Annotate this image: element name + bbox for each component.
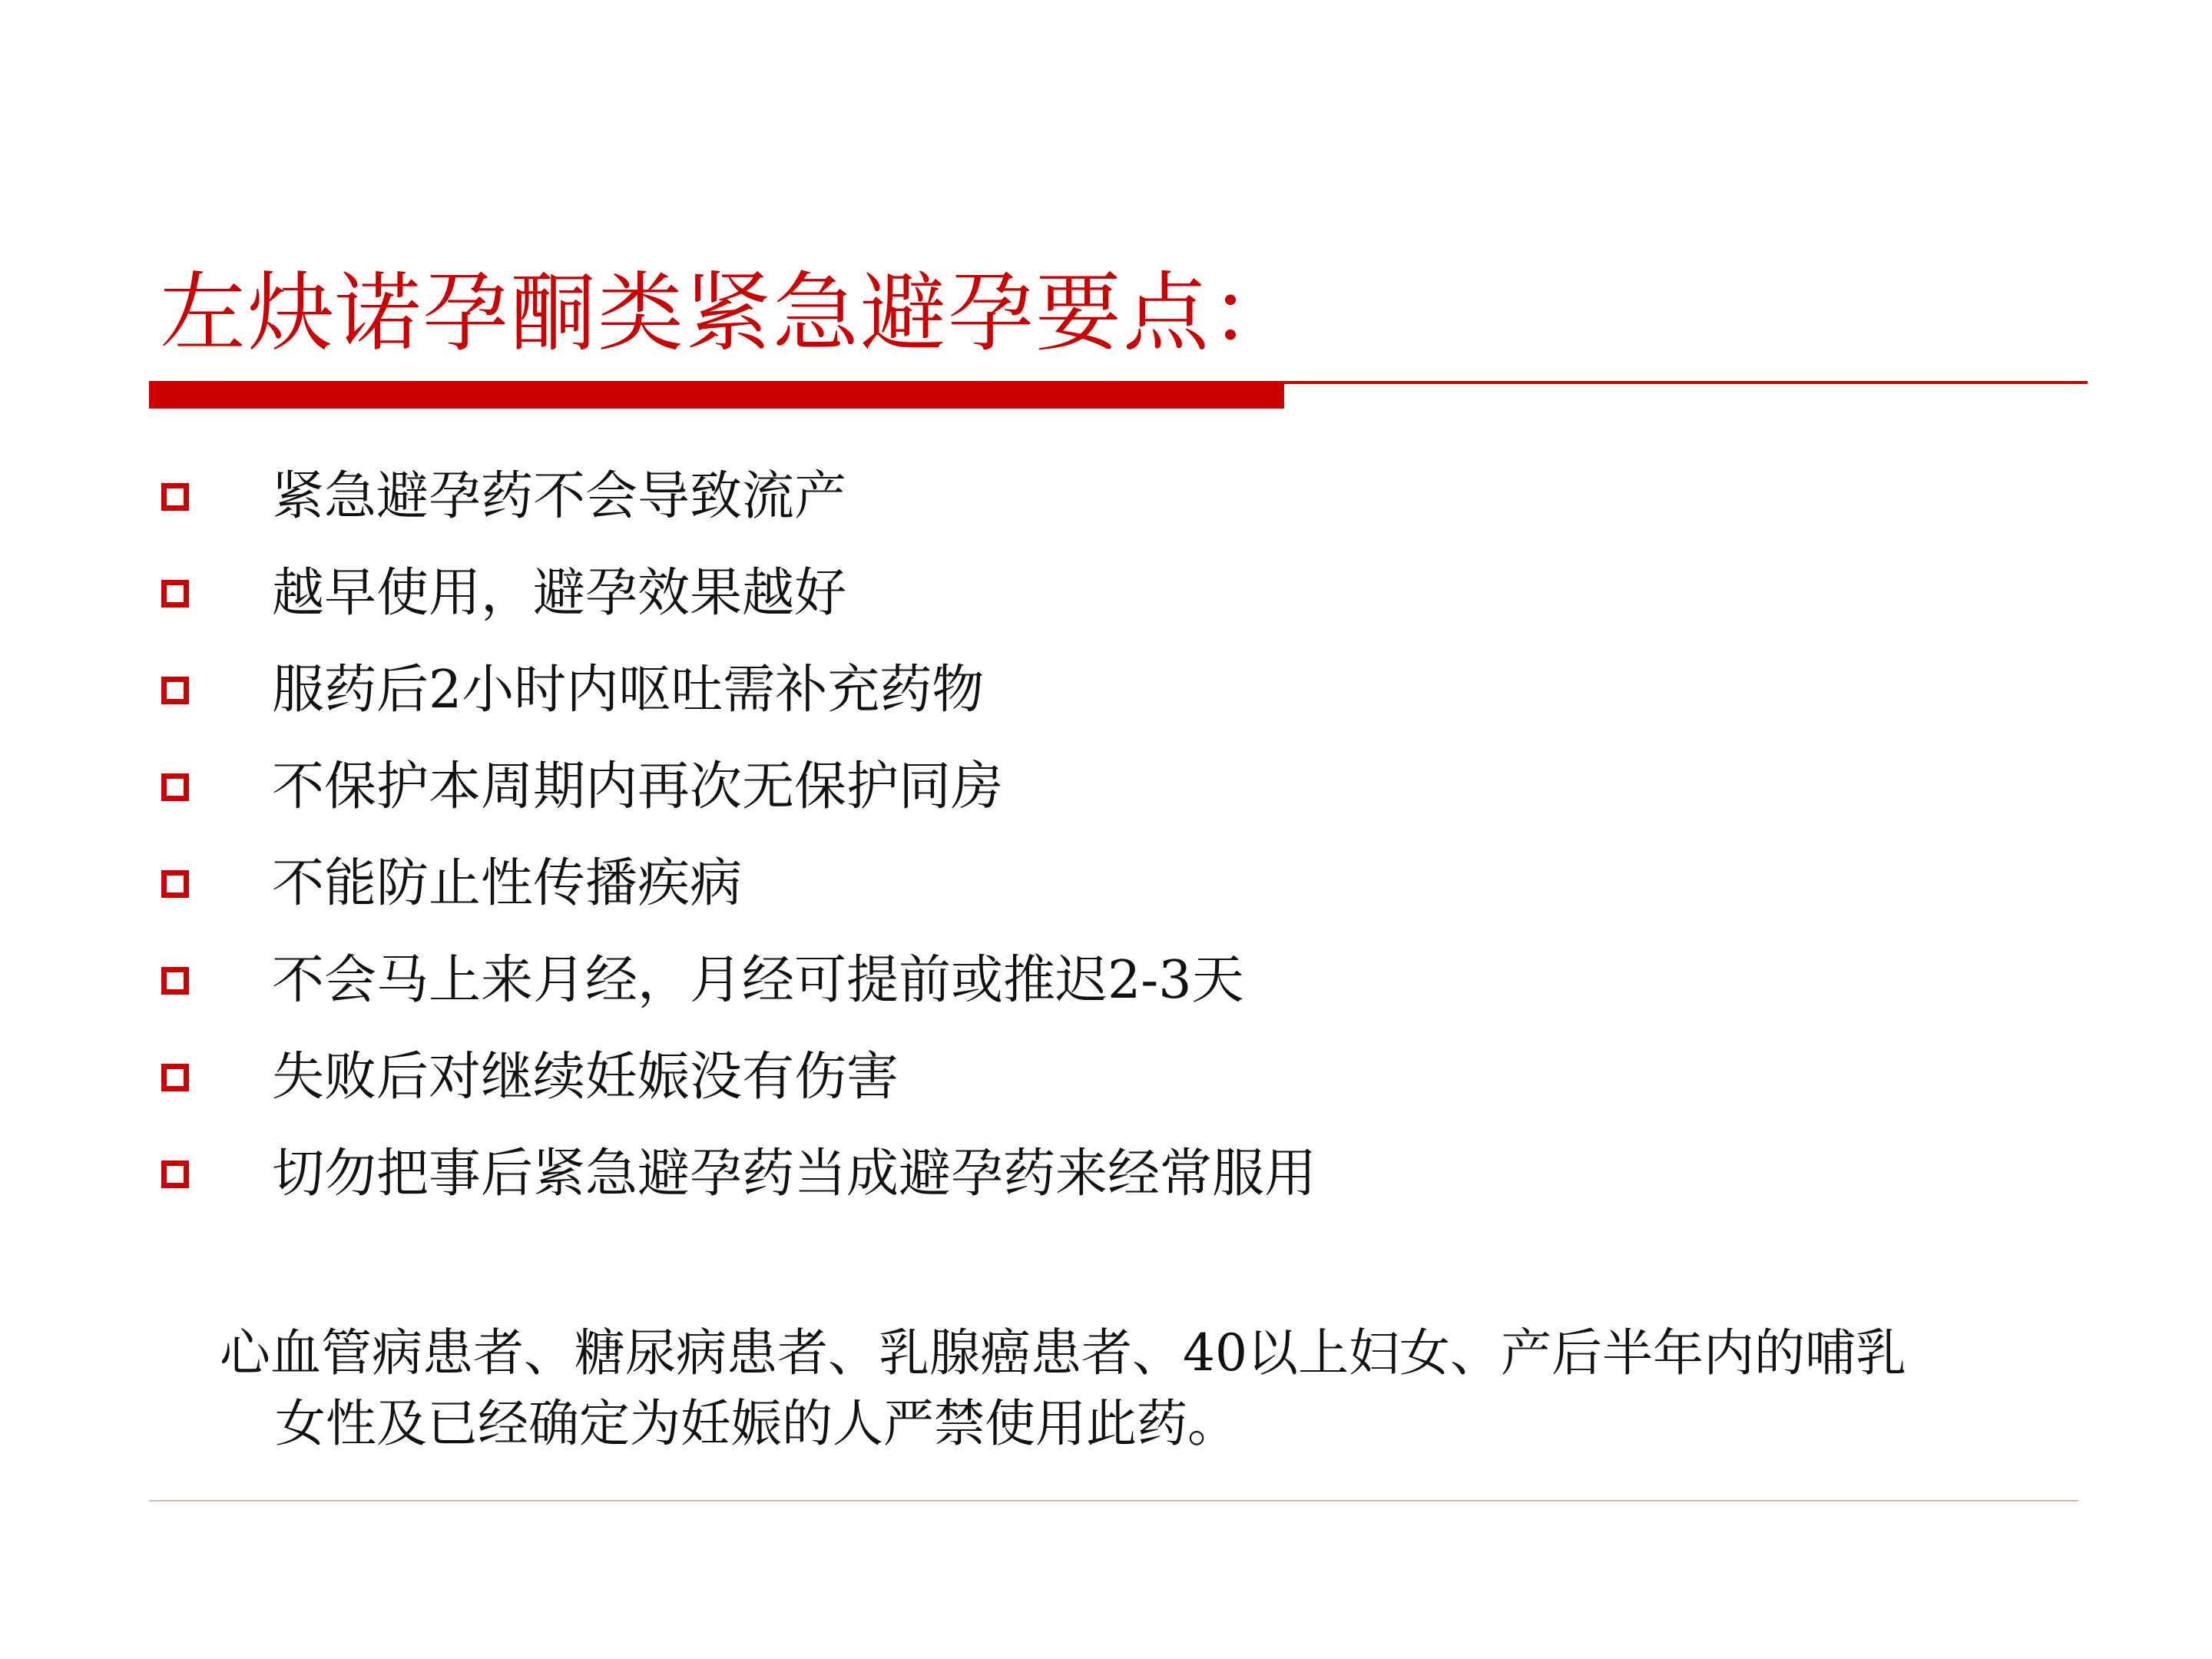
bullet-list xyxy=(161,449,1316,1223)
bullet-text: 服药后2小时内呕吐需补充药物 xyxy=(272,660,985,720)
hollow-square-icon xyxy=(161,870,189,898)
bullet-text: 失败后对继续妊娠没有伤害 xyxy=(272,1047,899,1108)
bullet-text: 紧急避孕药不会导致流产 xyxy=(272,466,847,527)
list-item xyxy=(161,545,1316,642)
list-item xyxy=(161,642,1316,739)
hollow-square-icon xyxy=(161,1161,189,1188)
list-item xyxy=(161,739,1316,836)
hollow-square-icon xyxy=(161,483,189,511)
note-line-2: 女性及已经确定为妊娠的人严禁使用此药。 xyxy=(275,1394,1238,1453)
bullet-text: 不能防止性传播疾病 xyxy=(272,853,743,914)
slide-title: 左炔诺孕酮类紧急避孕要点： xyxy=(160,263,1298,363)
hollow-square-icon xyxy=(161,967,189,995)
list-item xyxy=(161,1126,1316,1223)
bullet-text: 越早使用，避孕效果越好 xyxy=(272,563,847,624)
bullet-text: 切勿把事后紧急避孕药当成避孕药来经常服用 xyxy=(272,1144,1317,1204)
title-underline-thick xyxy=(149,382,1284,409)
list-item xyxy=(161,449,1316,545)
list-item xyxy=(161,836,1316,932)
hollow-square-icon xyxy=(161,580,189,608)
hollow-square-icon xyxy=(161,1064,189,1091)
list-item xyxy=(161,1029,1316,1126)
note-line-1: 心血管病患者、糖尿病患者、乳腺癌患者、40以上妇女、产后半年内的哺乳 xyxy=(220,1323,1906,1382)
footer-divider xyxy=(149,1500,2078,1502)
list-item xyxy=(161,932,1316,1029)
hollow-square-icon xyxy=(161,773,189,801)
hollow-square-icon xyxy=(161,677,189,704)
contraindication-note xyxy=(220,1318,2078,1459)
bullet-text: 不会马上来月经，月经可提前或推迟2-3天 xyxy=(272,950,1244,1011)
bullet-text: 不保护本周期内再次无保护同房 xyxy=(272,757,1004,817)
